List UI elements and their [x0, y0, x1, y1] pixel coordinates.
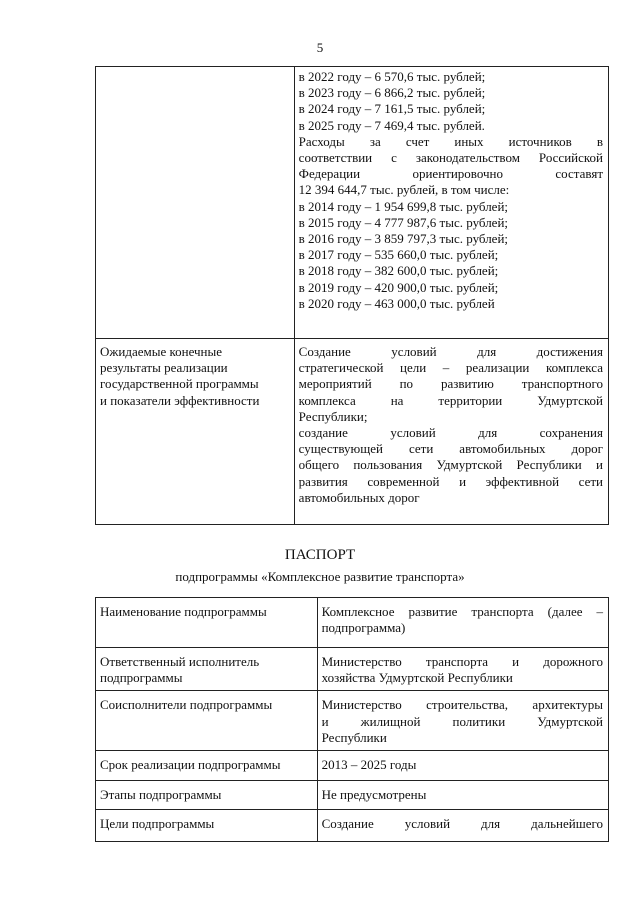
passport-value-cell [317, 810, 608, 842]
text-line: хозяйства Удмуртской Республики [321, 670, 513, 686]
text-line: в 2025 году – 7 469,4 тыс. рублей. [298, 117, 485, 133]
text-line: Министерство строительства, архитектуры [321, 697, 603, 713]
table-row [96, 598, 609, 648]
table-row [96, 339, 609, 525]
label-line: Цели подпрограммы [100, 816, 215, 832]
text-line: в 2020 году – 463 000,0 тыс. рублей [298, 295, 495, 311]
passport-label-cell [96, 751, 318, 781]
text-line: в 2023 году – 6 866,2 тыс. рублей; [298, 85, 486, 101]
label-line: Срок реализации подпрограммы [100, 757, 281, 773]
label-cell-empty [96, 67, 295, 339]
label-line: подпрограммы [100, 670, 183, 686]
table-row [96, 751, 609, 781]
text-line: общего пользования Удмуртской Республики и [298, 457, 603, 473]
label-line: Наименование подпрограммы [100, 604, 267, 619]
text-line: 12 394 644,7 тыс. рублей, в том числе: [298, 182, 510, 198]
passport-value-cell [317, 648, 608, 691]
text-line: Федерации ориентировочно составят [298, 166, 603, 182]
text-line: и жилищной политики Удмуртской [321, 713, 603, 729]
table-row [96, 810, 609, 842]
text-line: развития современной и эффективной сети [298, 473, 603, 489]
text-line: в 2024 году – 7 161,5 тыс. рублей; [298, 101, 486, 117]
text-line: комплекса на территории Удмуртской [298, 392, 603, 408]
label-line: результаты реализации [100, 360, 228, 376]
label-line: Соисполнители подпрограммы [100, 697, 273, 713]
text-line: в 2015 году – 4 777 987,6 тыс. рублей; [298, 214, 509, 230]
passport-label-cell [96, 691, 318, 751]
expected-results-text-cell [294, 339, 608, 525]
label-line: Ожидаемые конечные [100, 344, 223, 359]
text-line: Республики; [298, 408, 368, 424]
text-line: в 2022 году – 6 570,6 тыс. рублей; [298, 69, 486, 84]
text-line: в 2016 году – 3 859 797,3 тыс. рублей; [298, 231, 509, 247]
text-line: Создание условий для дальнейшего [321, 816, 603, 832]
funding-text-cell [294, 67, 608, 339]
text-line: в 2018 году – 382 600,0 тыс. рублей; [298, 263, 499, 279]
label-line: Ответственный исполнитель [100, 654, 260, 669]
text-line: в 2017 году – 535 660,0 тыс. рублей; [298, 247, 499, 263]
table-row [96, 781, 609, 810]
passport-label-cell [96, 781, 318, 810]
text-line: существующей сети автомобильных дорог [298, 441, 603, 457]
text-line: Республики [321, 729, 387, 745]
table-row [96, 691, 609, 751]
text-line: Не предусмотрены [321, 787, 427, 803]
text-line: стратегической цели – реализации комплекса [298, 360, 603, 376]
passport-value-cell [317, 751, 608, 781]
passport-label-cell [96, 598, 318, 648]
text-line: мероприятий по развитию транспортного [298, 376, 603, 392]
text-line: 2013 – 2025 годы [321, 757, 417, 773]
subprogram-passport-table [95, 597, 609, 842]
passport-label-cell [96, 810, 318, 842]
text-line: автомобильных дорог [298, 489, 420, 505]
label-line: и показатели эффективности [100, 392, 260, 408]
text-line: подпрограмма) [321, 620, 406, 636]
table-row [96, 67, 609, 339]
passport-subtitle: подпрограммы «Комплексное развитие транспорта» [175, 569, 465, 584]
label-line: государственной программы [100, 376, 259, 392]
text-line: создание условий для сохранения [298, 425, 603, 441]
table-row [96, 648, 609, 691]
passport-label-cell [96, 648, 318, 691]
text-line: в 2019 году – 420 900,0 тыс. рублей; [298, 279, 499, 295]
expected-results-label-cell [96, 339, 295, 525]
text-line: соответствии с законодательством Российской [298, 150, 603, 166]
passport-value-cell [317, 781, 608, 810]
text-line: в 2014 году – 1 954 699,8 тыс. рублей; [298, 198, 509, 214]
text-line: Расходы за счет иных источников в [298, 133, 603, 149]
text-line: Создание условий для достижения [298, 344, 603, 359]
page-number: 5 [316, 40, 324, 55]
program-table-continuation [95, 66, 609, 525]
passport-value-cell [317, 598, 608, 648]
text-line: Министерство транспорта и дорожного [321, 654, 603, 669]
label-line: Этапы подпрограммы [100, 787, 222, 803]
passport-title: ПАСПОРТ [284, 547, 356, 563]
passport-value-cell [317, 691, 608, 751]
text-line: Комплексное развитие транспорта (далее – [321, 604, 603, 619]
